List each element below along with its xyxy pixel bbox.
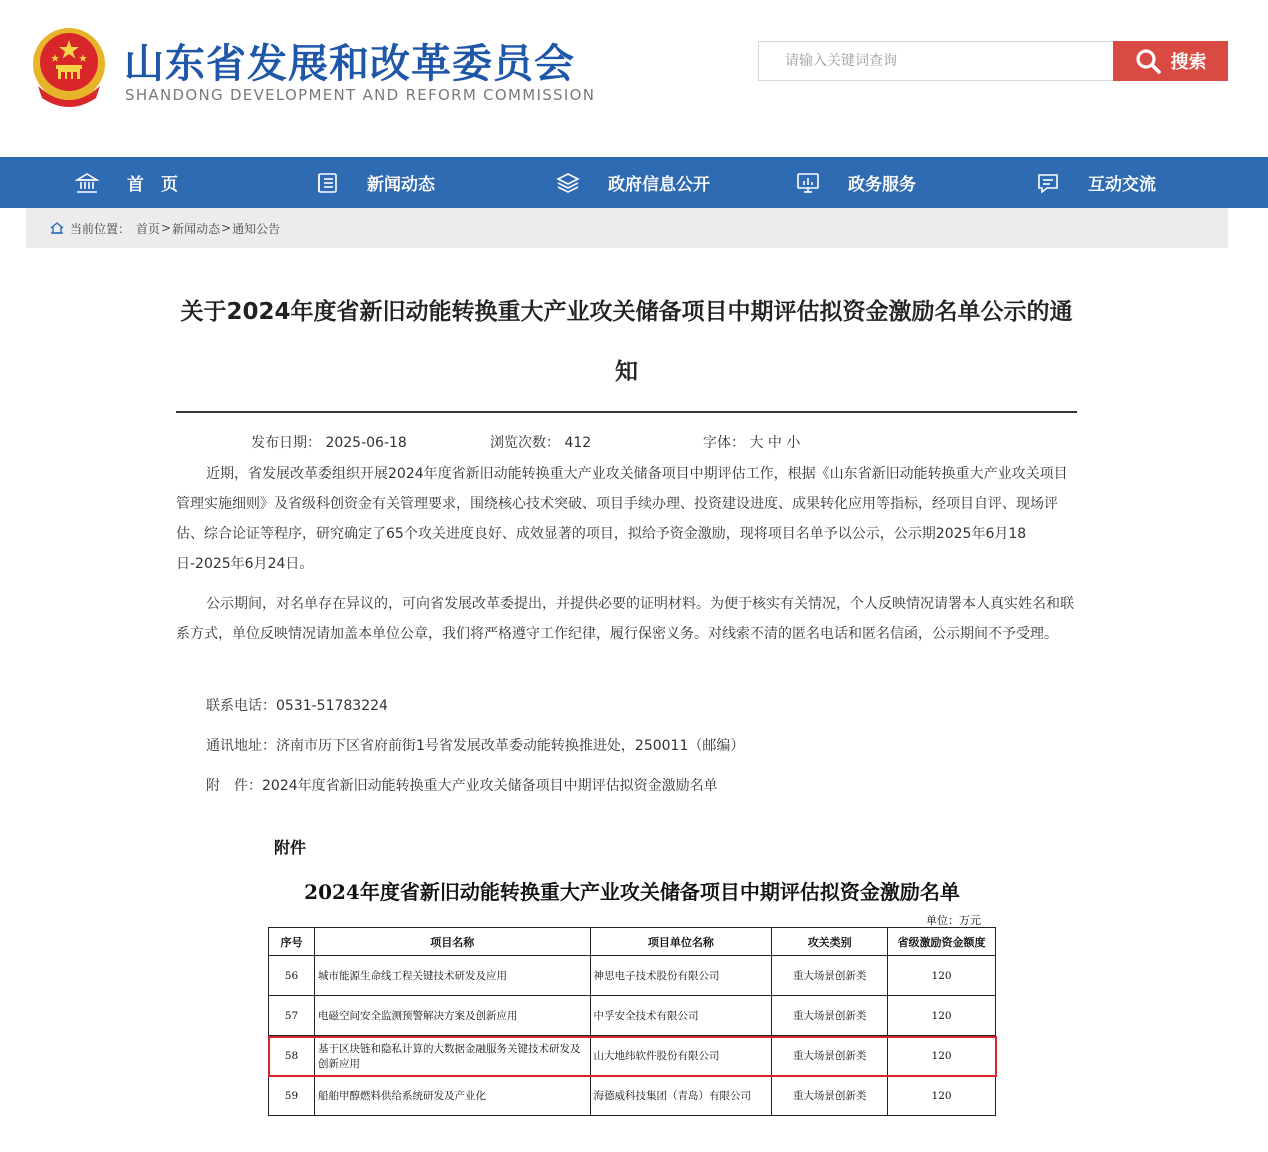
view-count-label: 浏览次数： xyxy=(490,435,560,451)
article-paragraph-2: 公示期间，对名单存在异议的，可向省发展改革委提出，并提供必要的证明材料。为便于核实有关情况，个人反映情况请署本人真实姓名和联系方式，单位反映情况请加盖本单位公章，我们将严格遵守工作纪律，履行保密义务。对线索不清的匿名电话和匿名信函，公示期间不予受理。 xyxy=(176,596,1074,642)
nav-label-home: 首 页 xyxy=(127,175,178,195)
main-nav xyxy=(0,157,1268,208)
font-size-medium-button[interactable]: 中 xyxy=(767,435,782,451)
attachment-link[interactable]: 附 件：2024年度省新旧动能转换重大产业攻关储备项目中期评估拟资金激励名单 xyxy=(206,778,718,794)
row-company: 中孚安全技术有限公司 xyxy=(590,996,772,1036)
contact-address: 通讯地址：济南市历下区省府前街1号省发展改革委动能转换推进处，250011（邮编） xyxy=(206,738,745,754)
nav-label-interaction: 互动交流 xyxy=(1088,175,1156,195)
table-row xyxy=(269,956,996,996)
row-project-name: 基于区块链和隐私计算的大数据金融服务关键技术研发及创新应用 xyxy=(314,1036,590,1076)
row-project-name: 城市能源生命线工程关键技术研发及应用 xyxy=(314,956,590,996)
search-icon xyxy=(1135,48,1161,74)
row-amount: 120 xyxy=(888,1076,996,1116)
table-row xyxy=(269,1076,996,1116)
home-location-icon xyxy=(50,222,64,234)
row-category: 重大场景创新类 xyxy=(772,956,888,996)
article-paragraph-1: 近期，省发展改革委组织开展2024年度省新旧动能转换重大产业攻关储备项目中期评估工作，根据《山东省新旧动能转换重大产业攻关项目管理实施细则》及省级科创资金有关管理要求，围绕核心技术突破、项目手续办理、投资建设进度、成果转化应用等指标，经项目自评、现场评估、综合论证等程序，研究确定了65个攻关进度良好、成效显著的项目，拟给予资金激励，现将项目名单予以公示，公示期2025年6月18日-2025年6月24日。 xyxy=(176,466,1068,572)
font-size-label: 字体： xyxy=(703,435,745,451)
nav-item-news[interactable] xyxy=(315,157,435,208)
font-size-small-button[interactable]: 小 xyxy=(786,435,801,451)
publish-date xyxy=(251,432,407,452)
row-index: 59 xyxy=(269,1076,315,1116)
article-title: 关于2024年度省新旧动能转换重大产业攻关储备项目中期评估拟资金激励名单公示的通知 xyxy=(180,299,1073,385)
header-company: 项目单位名称 xyxy=(590,928,772,956)
search-button-label: 搜索 xyxy=(1170,52,1207,73)
row-category: 重大场景创新类 xyxy=(772,1076,888,1116)
table-header-row xyxy=(269,928,996,956)
site-logo-subtitle: SHANDONG DEVELOPMENT AND REFORM COMMISSION xyxy=(125,86,596,104)
national-emblem-icon xyxy=(30,24,108,112)
layers-icon xyxy=(556,171,580,195)
view-count xyxy=(490,432,591,452)
row-amount: 120 xyxy=(888,956,996,996)
attachment-unit: 单位：万元 xyxy=(926,914,981,927)
nav-item-gov-info[interactable] xyxy=(556,157,710,208)
funding-list-table xyxy=(268,927,996,1116)
breadcrumb-news-link[interactable]: 新闻动态 xyxy=(172,221,221,236)
news-icon xyxy=(315,171,339,195)
site-header xyxy=(0,0,1268,157)
breadcrumb-separator: > xyxy=(221,221,232,235)
search-button[interactable] xyxy=(1113,41,1228,81)
publish-date-label: 发布日期： xyxy=(251,435,321,451)
row-amount: 120 xyxy=(888,996,996,1036)
row-company: 海德威科技集团（青岛）有限公司 xyxy=(590,1076,772,1116)
contact-phone: 联系电话：0531-51783224 xyxy=(206,698,388,714)
row-index: 56 xyxy=(269,956,315,996)
nav-item-home[interactable] xyxy=(75,157,178,208)
nav-item-interaction[interactable] xyxy=(1036,157,1156,208)
attachment-label: 附件 xyxy=(274,838,307,857)
row-index: 58 xyxy=(269,1036,315,1076)
attachment-title: 2024年度省新旧动能转换重大产业攻关储备项目中期评估拟资金激励名单 xyxy=(304,880,960,904)
nav-label-news: 新闻动态 xyxy=(367,175,435,195)
font-size-control xyxy=(703,432,800,452)
row-index: 57 xyxy=(269,996,315,1036)
title-divider xyxy=(176,411,1077,413)
row-project-name: 船舶甲醇燃料供给系统研发及产业化 xyxy=(314,1076,590,1116)
breadcrumb xyxy=(26,208,1228,248)
breadcrumb-prefix: 当前位置： xyxy=(70,221,131,236)
bank-icon xyxy=(75,171,99,195)
row-category: 重大场景创新类 xyxy=(772,996,888,1036)
header-category: 攻关类别 xyxy=(772,928,888,956)
breadcrumb-separator: > xyxy=(161,221,172,235)
search-input[interactable] xyxy=(758,41,1114,81)
breadcrumb-home-link[interactable]: 首页 xyxy=(136,221,161,236)
row-company: 神思电子技术股份有限公司 xyxy=(590,956,772,996)
header-index: 序号 xyxy=(269,928,315,956)
row-amount: 120 xyxy=(888,1036,996,1076)
row-project-name: 电磁空间安全监测预警解决方案及创新应用 xyxy=(314,996,590,1036)
nav-label-services: 政务服务 xyxy=(848,175,916,195)
header-project-name: 项目名称 xyxy=(314,928,590,956)
chat-icon xyxy=(1036,171,1060,195)
breadcrumb-current-link[interactable]: 通知公告 xyxy=(232,221,281,236)
header-amount: 省级激励资金额度 xyxy=(888,928,996,956)
publish-date-value: 2025-06-18 xyxy=(325,435,407,451)
site-logo-title[interactable]: 山东省发展和改革委员会 xyxy=(124,41,575,87)
view-count-value: 412 xyxy=(564,435,592,451)
nav-item-services[interactable] xyxy=(796,157,916,208)
row-category: 重大场景创新类 xyxy=(772,1036,888,1076)
row-company: 山大地纬软件股份有限公司 xyxy=(590,1036,772,1076)
nav-label-gov-info: 政府信息公开 xyxy=(608,175,710,195)
font-size-large-button[interactable]: 大 xyxy=(749,435,764,451)
monitor-chart-icon xyxy=(796,171,820,195)
table-row xyxy=(269,996,996,1036)
table-row xyxy=(269,1036,996,1076)
